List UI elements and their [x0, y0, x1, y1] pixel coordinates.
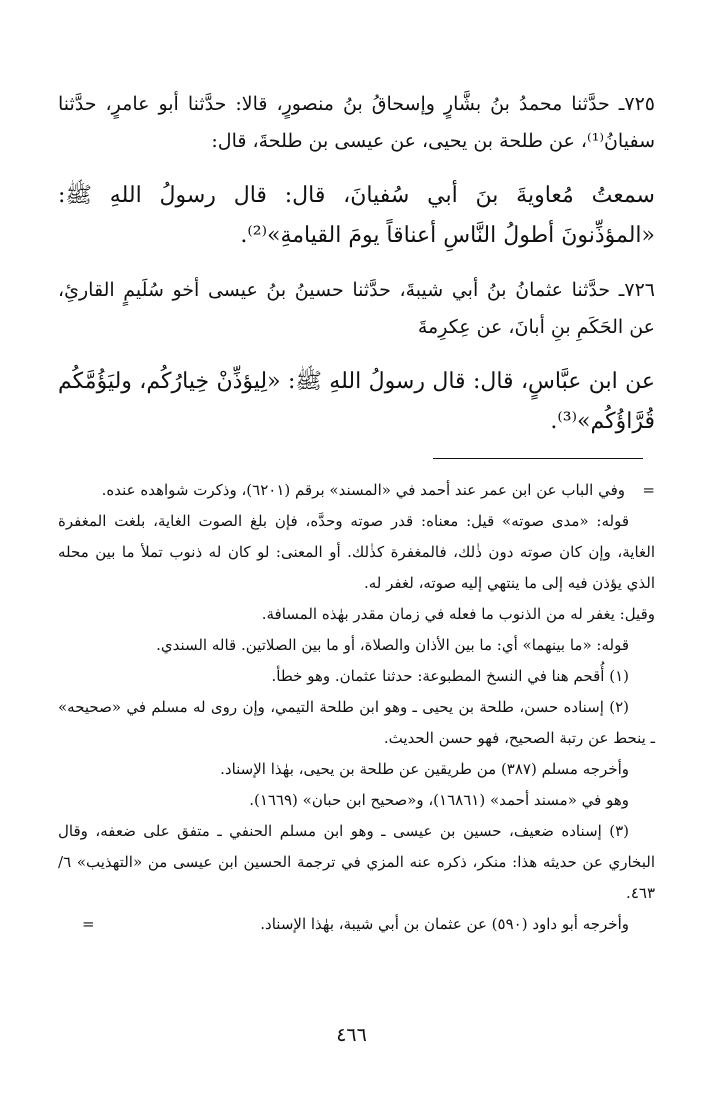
footnote-2-reference: وهو في «مسند أحمد» (١٦٨٦١)، و«صحيح ابن حبان» (١٦٦٩). — [249, 791, 629, 809]
hadith-726-text: عن ابن عبَّاسٍ، قال: قال رسولُ اللهِ ﷺ: «لِيؤذِّنْ خِيارُكُم، وليَؤُمَّكُم قُرَّاؤُكُم»⁽³⁾. — [58, 369, 655, 434]
main-text — [58, 86, 655, 442]
footnotes — [58, 475, 655, 940]
footnote-separator — [433, 458, 643, 459]
hadith-725-text: سمعتُ مُعاويةَ بنَ أبي سُفيانَ، قال: قال رسولُ اللهِ ﷺ: «المؤذِّنونَ أطولُ النَّاسِ أعناقاً يومَ القيامةِ»⁽²⁾. — [58, 183, 655, 248]
footnote-3-source-text: وأخرجه أبو داود (٥٩٠) عن عثمان بن أبي شيبة، بهٰذا الإسناد. — [260, 915, 629, 933]
commentary-3: قوله: «ما بينهما» أي: ما بين الأذان والصلاة، أو ما بين الصلاتين. قاله السندي. — [156, 636, 629, 654]
commentary-1: قوله: «مدى صوته» قيل: معناه: قدر صوته وحدَّه، فإن بلغ الصوت الغاية، بلغت المغفرة الغاية، وإن كان صوته دون ذٰلك، فالمغفرة كذٰلك. أو المعنى: لو كان له ذنوب تملأ ما بين محله الذي يؤذن فيه إلى ما ينتهي إليه صوته، لغفر له. — [58, 512, 655, 592]
commentary-2: وقيل: يغفر له من الذنوب ما فعله في زمان مقدر بهٰذه المسافة. — [261, 605, 655, 623]
footnote-3-source — [58, 909, 655, 940]
hadith-726-chain: ٧٢٦ـ حدَّثنا عثمانُ بنُ أبي شيبةَ، حدَّثنا حسينُ بنُ عيسى أخو سُلَيمٍ القارئِ، عن الحَكَمِ بنِ أبانَ، عن عِكرِمةَ — [58, 279, 655, 338]
footnote-2-source: وأخرجه مسلم (٣٨٧) من طريقين عن طلحة بن يحيى، بهٰذا الإسناد. — [220, 760, 629, 778]
continued-mark: = — [82, 915, 95, 933]
continuation-mark: = — [642, 481, 655, 499]
footnote-3: (٣) إسناده ضعيف، حسين بن عيسى ـ وهو ابن مسلم الحنفي ـ متفق على ضعفه، وقال البخاري عن حديثه هذا: منكر، ذكره عنه المزي في ترجمة الحسين ابن عيسى من «التهذيب» ٦/ ٤٦٣. — [58, 822, 655, 902]
footnote-continuation-text: وفي الباب عن ابن عمر عند أحمد في «المسند» برقم (٦٢٠١)، وذكرت شواهده عنده. — [101, 481, 625, 499]
footnote-2: (٢) إسناده حسن، طلحة بن يحيى ـ وهو ابن طلحة التيمي، وإن روى له مسلم في «صحيحه» ـ ينحط عن رتبة الصحيح، فهو حسن الحديث. — [58, 698, 655, 747]
footnote-continuation — [58, 475, 655, 506]
footnote-1: (١) أُقحم هنا في النسخ المطبوعة: حدثنا عثمان. وهو خطأ. — [271, 667, 629, 685]
hadith-725-chain: ٧٢٥ـ حدَّثنا محمدُ بنُ بشَّارٍ وإسحاقُ بنُ منصورٍ، قالا: حدَّثنا أبو عامرٍ، حدَّثنا سفيانُ⁽¹⁾، عن طلحة بن يحيى، عن عيسى بن طلحةَ، قال: — [58, 93, 655, 152]
page-number: ٤٦٦ — [336, 1024, 367, 1046]
